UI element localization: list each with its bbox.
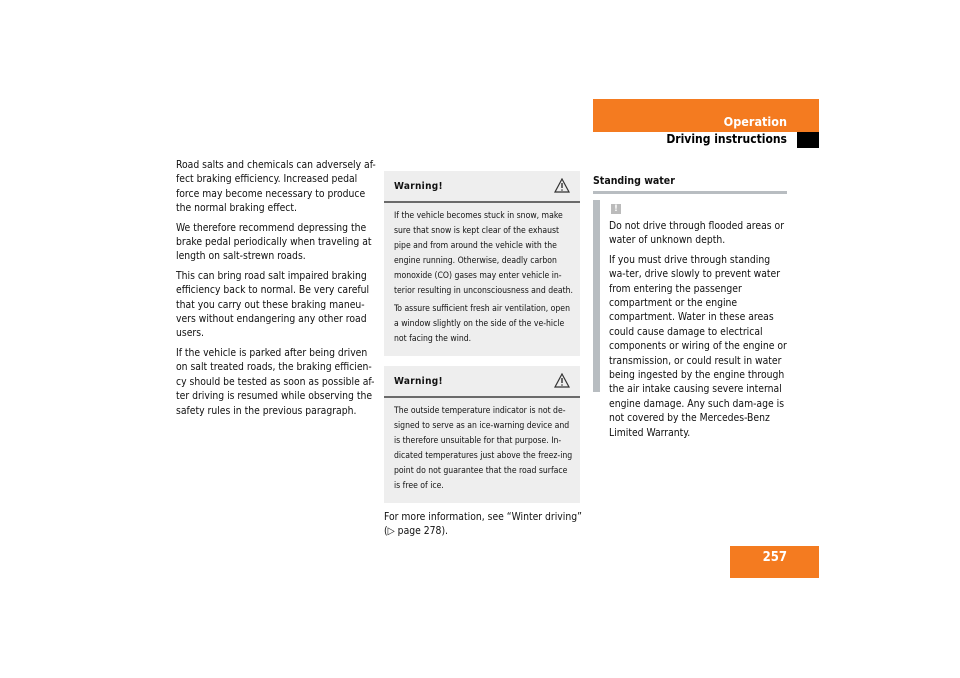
paragraph: We therefore recommend depressing the brake pedal periodically when traveling at length on salt-strewn roads.	[176, 221, 372, 263]
warning-box-ice	[384, 366, 580, 503]
warning-paragraph: If the vehicle becomes stuck in snow, make sure that snow is kept clear of the exhaust pipe and from around the vehicle with the engine running. Otherwise, deadly carbon monoxide (CO) gases may enter vehicle in-terior resulting in unconsciousness and death.	[394, 211, 573, 296]
note-paragraph: If you must drive through standing wa-ter, drive slowly to prevent water from entering the passenger compartment or the engine compartment. Water in these areas could cause damage to electrical components or wiring of the engine or transmission, or could result in water being ingested by the engine through the air intake causing severe internal engine damage. Any such dam-age is not covered by the Mercedes-Benz Limited Warranty.	[609, 253, 787, 439]
page-number-tab	[730, 546, 819, 578]
warning-triangle-icon	[554, 178, 570, 193]
warning-body	[384, 203, 580, 356]
subsection-bar	[593, 132, 797, 148]
warning-title: Warning!	[394, 181, 443, 192]
warning-header	[384, 171, 580, 203]
warning-title: Warning!	[394, 376, 443, 387]
page-number: 257	[762, 550, 787, 565]
warning-triangle-icon	[554, 373, 570, 388]
note-side-bar	[593, 200, 600, 392]
note-paragraph: Do not drive through flooded areas or water of unknown depth.	[609, 220, 785, 247]
more-info-line: For more information, see “Winter driving”	[384, 511, 582, 523]
section-title: Operation	[723, 114, 787, 129]
exclamation-icon: !	[611, 204, 621, 214]
brakes-text-column	[176, 158, 380, 423]
paragraph: Road salts and chemicals can adversely af-fect braking efficiency. Increased pedal force may become necessary to produce the normal braking effect.	[176, 159, 376, 215]
warning-box-snow	[384, 171, 580, 356]
warning-paragraph: To assure sufficient fresh air ventilation, open a window slightly on the side of the ve-hicle not facing the wind.	[394, 304, 570, 344]
warning-paragraph: The outside temperature indicator is not de-signed to serve as an ice-warning device and is therefore unsuitable for that purpose. In-dicated temperatures just above the freez-ing point do not guarantee that the road surface is free of ice.	[394, 406, 573, 491]
tab-marker	[797, 132, 819, 148]
standing-water-heading: Standing water	[593, 175, 787, 194]
section-tab	[593, 99, 819, 132]
warning-body	[384, 398, 580, 503]
warning-header	[384, 366, 580, 398]
subsection-title: Driving instructions	[666, 132, 787, 146]
paragraph: If the vehicle is parked after being driven on salt treated roads, the braking efficien-cy should be tested as soon as possible af-ter driving is resumed while observing the safety rules in the previous paragraph.	[176, 346, 375, 417]
paragraph: This can bring road salt impaired braking efficiency back to normal. Be very careful that you carry out these braking maneu-vers without endangering any other road users.	[176, 269, 370, 340]
more-info	[384, 510, 584, 539]
standing-water-note	[609, 219, 789, 445]
page-reference-link[interactable]: (▷ page 278).	[384, 525, 448, 538]
